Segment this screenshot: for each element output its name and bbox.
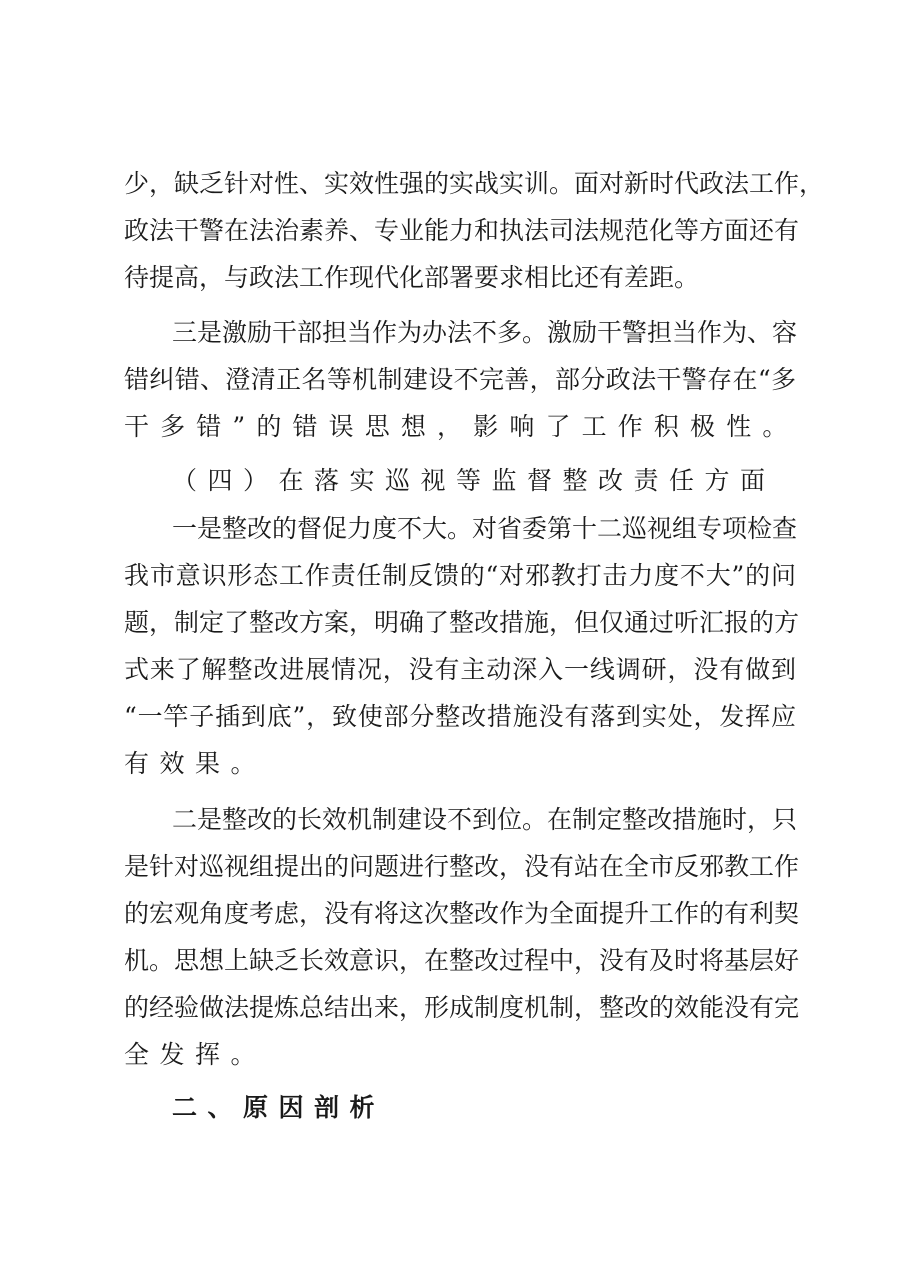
chapter-heading-text: 二、原因剖析 — [172, 1093, 385, 1122]
text-line-content: 是针对巡视组提出的问题进行整改，没有站在全市反邪教工作 — [124, 852, 800, 881]
text-line — [0, 844, 909, 890]
text-line — [0, 553, 909, 599]
text-line-content: 全发挥。 — [124, 1040, 266, 1069]
text-line-content: 机。思想上缺乏长效意识，在整改过程中，没有及时将基层好 — [124, 946, 800, 975]
text-line — [0, 506, 909, 552]
text-line-content: 二是整改的长效机制建设不到位。在制定整改措施时，只 — [172, 805, 798, 834]
text-line-content: 有效果。 — [124, 749, 266, 778]
text-line — [0, 310, 909, 356]
text-line — [0, 694, 909, 740]
text-line — [0, 600, 909, 646]
chapter-heading — [0, 1085, 909, 1131]
text-line — [0, 208, 909, 254]
text-line — [0, 741, 909, 787]
text-line-content: 少，缺乏针对性、实效性强的实战实训。面对新时代政法工作， — [124, 169, 825, 198]
text-line-content: 的宏观角度考虑，没有将这次整改作为全面提升工作的有利契 — [124, 899, 800, 928]
text-line-content: 政法干警在法治素养、专业能力和执法司法规范化等方面还有 — [124, 216, 800, 245]
text-line-content: “一竿子插到底”，致使部分整改措施没有落到实处，发挥应 — [124, 702, 797, 731]
text-line-content: 一是整改的督促力度不大。对省委第十二巡视组专项检查 — [172, 514, 798, 543]
section-heading — [0, 458, 909, 504]
text-line — [0, 404, 909, 450]
text-line-content: 三是激励干部担当作为办法不多。激励干警担当作为、容 — [172, 318, 798, 347]
text-line-content: 我市意识形态工作责任制反馈的“对邪教打击力度不大”的问 — [124, 561, 797, 590]
text-line-content: 题，制定了整改方案，明确了整改措施，但仅通过听汇报的方 — [124, 608, 800, 637]
text-line — [0, 255, 909, 301]
text-line-content: 待提高，与政法工作现代化部署要求相比还有差距。 — [124, 263, 700, 292]
text-line — [0, 357, 909, 403]
text-line — [0, 161, 909, 207]
text-line — [0, 647, 909, 693]
text-line — [0, 797, 909, 843]
text-line — [0, 985, 909, 1031]
section-heading-text: （四）在落实巡视等监督整改责任方面 — [172, 466, 776, 495]
text-line-content: 错纠错、澄清正名等机制建设不完善，部分政法干警存在“多 — [124, 365, 797, 394]
text-line — [0, 1032, 909, 1078]
text-line-content: 的经验做法提炼总结出来，形成制度机制，整改的效能没有完 — [124, 993, 800, 1022]
text-line — [0, 938, 909, 984]
text-line-content: 干多错”的错误思想，影响了工作积极性。 — [124, 412, 799, 441]
text-line-content: 式来了解整改进展情况，没有主动深入一线调研，没有做到 — [124, 655, 797, 684]
text-line — [0, 891, 909, 937]
